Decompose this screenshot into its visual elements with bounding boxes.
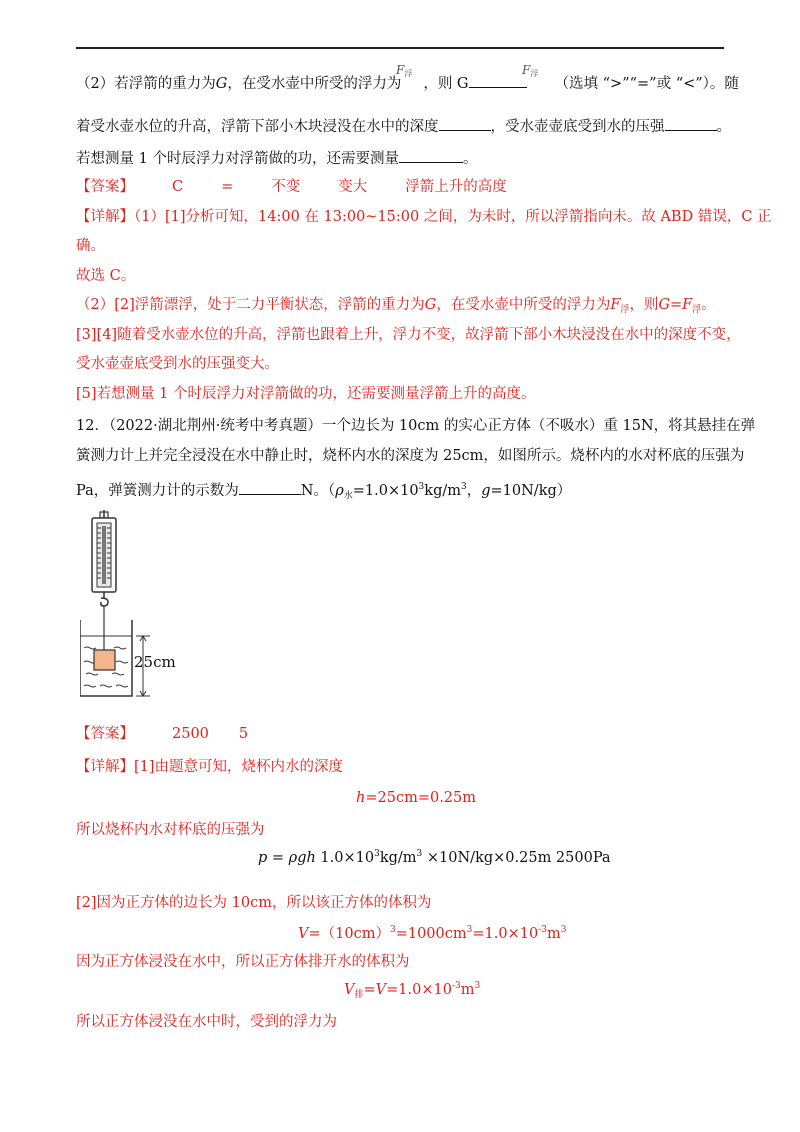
text: m <box>546 926 561 942</box>
var-rho: ρ <box>335 483 344 499</box>
text: m <box>460 982 475 998</box>
superscript: 3 <box>416 849 423 859</box>
text: N。（ <box>300 483 336 499</box>
subscript: 水 <box>343 491 353 501</box>
text: =1.0×10 <box>386 982 452 998</box>
text: 若想测量 1 个时辰浮力对浮箭做的功，还需要测量 <box>76 151 399 167</box>
text: ，在受水壶中所受的浮力为 <box>227 76 402 92</box>
answer-blank[interactable] <box>439 116 491 131</box>
text: kg/m <box>379 850 417 866</box>
detail-line-7 <box>76 384 535 404</box>
text: [3][4]随着受水壶水位的升高，浮箭也跟着上升，浮力不变，故浮箭下部小木块浸没在水中的深度不变， <box>76 327 741 343</box>
text: ，在受水壶中所受的浮力为 <box>436 297 611 313</box>
answer-item: 变大 <box>338 179 368 195</box>
equation: G=F <box>658 297 693 313</box>
text: 着受水壶水位的升高，浮箭下部小木块浸没在水中的深度 <box>76 119 439 135</box>
answer-blank[interactable] <box>469 73 527 88</box>
subscript: 排 <box>354 990 364 1000</box>
q12-line-1 <box>76 416 755 436</box>
text: [5]若想测量 1 个时辰浮力对浮箭做的功，还需要测量浮箭上升的高度。 <box>76 386 536 402</box>
depth-label: 25cm <box>134 653 176 671</box>
answer-item: 浮箭上升的高度 <box>405 179 507 195</box>
text: ， <box>466 483 482 499</box>
answer-blank[interactable] <box>239 480 301 495</box>
detail-line-2 <box>76 236 105 256</box>
detail-line-6 <box>76 354 279 374</box>
text: （1）[1]分析可知，14:00 在 13:00~15:00 之间，为未时，所以浮箭指向未。故 ABD 错误，C 正 <box>134 209 772 225</box>
equation-displaced-volume <box>344 981 480 1000</box>
subscript: 浮 <box>620 305 630 315</box>
answer-item: 不变 <box>271 179 301 195</box>
text: 。 <box>716 119 731 135</box>
var-V: V <box>344 982 355 998</box>
superscript: 3 <box>460 482 467 492</box>
superscript: 3 <box>374 849 380 859</box>
text: =1.0×10 <box>472 926 539 942</box>
var-F: F <box>610 297 621 313</box>
equation-depth <box>356 790 476 806</box>
text: =（10cm） <box>308 926 390 942</box>
text: （选填 “>”“=”或 “<”）。随 <box>554 76 739 92</box>
text: 因为正方体浸没在水中，所以正方体排开水的体积为 <box>76 954 410 970</box>
answer-blank[interactable] <box>399 148 463 163</box>
answer-item: 2500 <box>172 726 209 742</box>
text: Pa，弹簧测力计的示数为 <box>76 483 239 499</box>
superscript: 3 <box>418 482 425 492</box>
text: 1.0×10 <box>315 850 375 866</box>
text: 12．（2022·湖北荆州·统考中考真题）一个边长为 10cm 的实心正方体（不吸水）重 15N，将其悬挂在弹 <box>76 418 756 434</box>
text: = <box>363 982 376 998</box>
var-rhogh: ρgh <box>288 850 316 866</box>
text: 所以正方体浸没在水中时，受到的浮力为 <box>76 1014 337 1030</box>
spring-scale-figure <box>80 510 190 702</box>
question-line-3 <box>76 148 477 169</box>
detail-line-3 <box>76 893 431 913</box>
superscript: -3 <box>451 981 461 991</box>
text: =1.0×10 <box>352 483 419 499</box>
var-G: G <box>215 76 228 92</box>
detail-label: 【详解】 <box>76 209 134 225</box>
text: ，则 <box>629 297 659 313</box>
equation-volume <box>298 922 566 943</box>
text: 。 <box>701 297 716 313</box>
f-buoyancy-symbol-1: F浮 <box>396 63 413 78</box>
var-V: V <box>375 982 387 998</box>
text: =10N/kg） <box>490 483 572 499</box>
answer-item: C <box>172 179 184 195</box>
text: 受水壶壶底受到水的压强变大。 <box>76 356 279 372</box>
text: [2]因为正方体的边长为 10cm，所以该正方体的体积为 <box>76 895 432 911</box>
detail-line-4 <box>76 952 410 972</box>
var-V: V <box>298 926 309 942</box>
text: =1000cm <box>395 926 467 942</box>
subscript: 浮 <box>692 305 702 315</box>
text: ×10N/kg×0.25m 2500Pa <box>422 850 611 866</box>
question-line-2 <box>76 116 731 137</box>
superscript: 3 <box>560 925 567 935</box>
f-buoyancy-symbol-2: F浮 <box>522 63 539 78</box>
text: 所以烧杯内水对杯底的压强为 <box>76 822 265 838</box>
superscript: 3 <box>389 925 396 935</box>
top-rule <box>76 47 724 49</box>
detail-line-3 <box>76 266 135 286</box>
equation-pressure <box>258 849 611 866</box>
text: （2）[2]浮箭漂浮，处于二力平衡状态，浮箭的重力为 <box>76 297 425 313</box>
var-g: g <box>481 483 491 499</box>
text: 故选 C。 <box>76 268 136 284</box>
text: kg/m <box>424 483 461 499</box>
text: （2）若浮箭的重力为 <box>76 76 216 92</box>
detail-line-4 <box>76 295 716 320</box>
superscript: -3 <box>538 925 547 935</box>
detail-line-2 <box>76 820 265 840</box>
answer-line <box>76 724 248 744</box>
text: 确。 <box>76 238 105 254</box>
text: 。 <box>462 151 478 167</box>
answer-label: 【答案】 <box>76 179 134 195</box>
answer-item: = <box>221 179 234 195</box>
detail-line-5 <box>76 1012 337 1032</box>
var-p: p <box>258 850 268 866</box>
answer-blank[interactable] <box>665 116 717 131</box>
superscript: 3 <box>474 981 481 991</box>
text: ，则 G <box>423 76 469 92</box>
var-G: G <box>424 297 437 313</box>
answer-item: 5 <box>238 726 249 742</box>
detail-line-5 <box>76 325 741 345</box>
answer-label: 【答案】 <box>76 726 134 742</box>
text: =25cm=0.25m <box>365 790 476 806</box>
q12-line-3 <box>76 477 571 506</box>
text: 簧测力计上并完全浸没在水中静止时，烧杯内水的深度为 25cm，如图所示。烧杯内的水对杯底的压强为 <box>76 448 745 464</box>
text: [1]由题意可知，烧杯内水的深度 <box>134 759 344 775</box>
var-h: h <box>356 790 366 806</box>
text: ，受水壶壶底受到水的压强 <box>490 119 665 135</box>
q12-line-2 <box>76 446 744 466</box>
detail-line-1 <box>76 207 772 227</box>
detail-label: 【详解】 <box>76 759 134 775</box>
text: = <box>267 850 289 866</box>
detail-line-1 <box>76 757 343 777</box>
answer-line <box>76 177 507 197</box>
superscript: 3 <box>466 925 473 935</box>
